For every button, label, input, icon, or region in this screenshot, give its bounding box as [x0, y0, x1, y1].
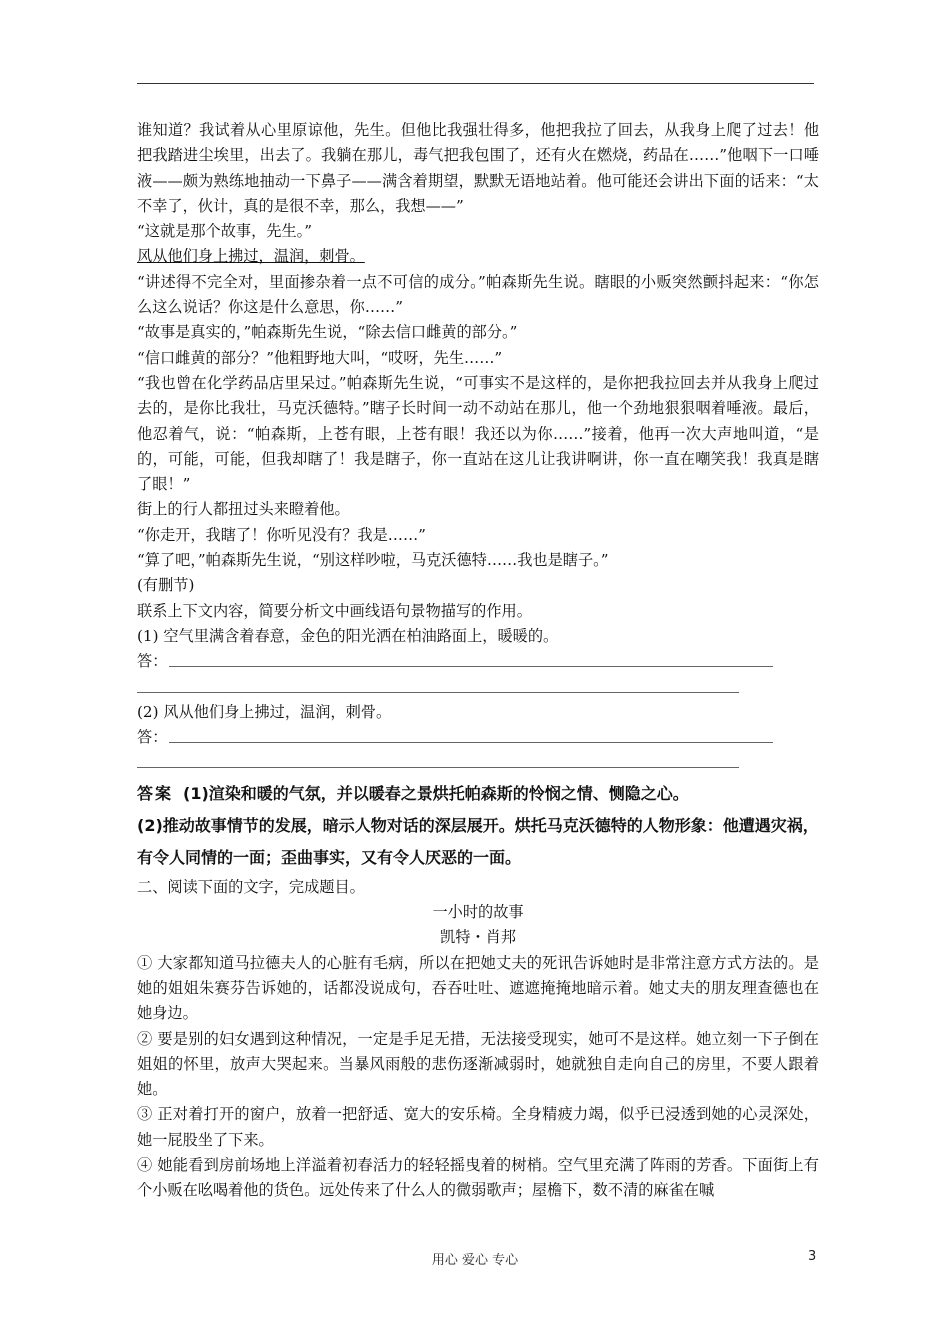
answer-line-1[interactable]: [137, 649, 819, 674]
paragraph: “讲述得不完全对，里面掺杂着一点不可信的成分。”帕森斯先生说。瞎眼的小贩突然颤抖起来：“你怎么这么说话？你这是什么意思，你……”: [137, 272, 819, 317]
story-paragraph: ③ 正对着打开的窗户，放着一把舒适、宽大的安乐椅。全身精疲力竭，似乎已浸透到她的心灵深处，她一屁股坐了下来。: [137, 1105, 819, 1149]
paragraph: “信口雌黄的部分？”他粗野地大叫，“哎呀，先生……”: [137, 348, 503, 367]
paragraph: “算了吧，”帕森斯先生说，“别这样吵啦，马克沃德特……我也是瞎子。”: [137, 551, 609, 570]
blank-line: [137, 692, 739, 693]
question-prompt: 联系上下文内容，简要分析文中画线语句景物描写的作用。: [137, 601, 532, 620]
story-paragraph: ② 要是别的妇女遇到这种情况，一定是手足无措，无法接受现实，她可不是这样。她立刻一下子倒在姐姐的怀里，放声大哭起来。当暴风雨般的悲伤逐渐减弱时，她就独自走向自己的房里，不要人跟着她。: [137, 1029, 819, 1099]
answer-line-1b[interactable]: [137, 675, 819, 700]
paragraph: 谁知道？我试着从心里原谅他，先生。但他比我强壮得多，他把我拉了回去，从我身上爬了过去！他把我踏进尘埃里，出去了。我躺在那儿，毒气把我包围了，还有火在燃烧，药品在……”他咽下一口唾液——颇为熟练地抽动一下鼻子——满含着期望，默默无语地站着。他可能还会讲出下面的话来：“太不幸了，伙计，真的是很不幸，那么，我想——”: [137, 121, 819, 215]
paragraph: “你走开，我瞎了！你听见没有？我是……”: [137, 525, 426, 544]
answer-key-line-1: [137, 778, 819, 810]
story-paragraph: ④ 她能看到房前场地上洋溢着初春活力的轻轻摇曳着的树梢。空气里充满了阵雨的芳香。下面街上有个小贩在吆喝着他的货色。远处传来了什么人的微弱歌声；屋檐下，数不清的麻雀在嘁: [137, 1155, 819, 1200]
question-2: (2) 风从他们身上拂过，温润，刺骨。: [137, 702, 392, 721]
section-heading: 二、阅读下面的文字，完成题目。: [137, 877, 365, 896]
answer-line-2b[interactable]: [137, 750, 819, 775]
header-rule: [137, 83, 814, 84]
page-number: 3: [808, 1249, 817, 1264]
paragraph: “这就是那个故事，先生。”: [137, 222, 312, 241]
blank-line: [169, 666, 773, 667]
story-paragraph: ① 大家都知道马拉德夫人的心脏有毛病，所以在把她丈夫的死讯告诉她时是非常注意方式方法的。是她的姐姐朱赛芬告诉她的，话都没说成句，吞吞吐吐、遮遮掩掩地暗示着。她丈夫的朋友理查德也在她身边。: [137, 953, 819, 1023]
blank-line: [137, 767, 739, 768]
question-1: (1) 空气里满含着春意，金色的阳光洒在柏油路面上，暖暖的。: [137, 626, 559, 645]
answer-line-2[interactable]: [137, 725, 819, 750]
underlined-sentence: [137, 244, 819, 269]
answer-label: 答：: [137, 728, 168, 747]
page-content: [137, 118, 819, 1204]
paragraph: “故事是真实的，”帕森斯先生说，“除去信口雌黄的部分。”: [137, 323, 518, 342]
story-title: 一小时的故事: [432, 903, 524, 922]
answer-1: (1)渲染和暖的气氛，并以暖春之景烘托帕森斯的怜悯之情、恻隐之心。: [183, 783, 689, 803]
answer-tag: 答案: [137, 783, 174, 803]
underlined-text: 风从他们身上拂过，温润，刺骨。: [137, 247, 365, 266]
blank-line: [169, 742, 773, 743]
story-author: 凯特・肖邦: [440, 928, 516, 947]
page-footer: 用心 爱心 专心: [431, 1253, 519, 1268]
paragraph: 街上的行人都扭过头来瞪着他。: [137, 500, 350, 519]
answer-key: [137, 778, 819, 874]
paragraph: “我也曾在化学药品店里呆过。”帕森斯先生说，“可事实不是这样的，是你把我拉回去并从我身上爬过去的，是你比我壮，马克沃德特。”瞎子长时间一动不动站在那儿，他一个劲地狠狠咽着唾液。最后，他忍着气，说：“帕森斯，上苍有眼，上苍有眼！我还以为你……”接着，他再一次大声地叫道，“是的，可能，可能，但我却瞎了！我是瞎子，你一直站在这儿让我讲啊讲，你一直在嘲笑我！我真是瞎了眼！”: [137, 373, 819, 494]
answer-2: (2)推动故事情节的发展，暗示人物对话的深层展开。烘托马克沃德特的人物形象：他遭遇灾祸，有令人同情的一面；歪曲事实，又有令人厌恶的一面。: [137, 815, 819, 867]
answer-label: 答：: [137, 652, 168, 671]
source-note: (有删节): [137, 576, 195, 595]
